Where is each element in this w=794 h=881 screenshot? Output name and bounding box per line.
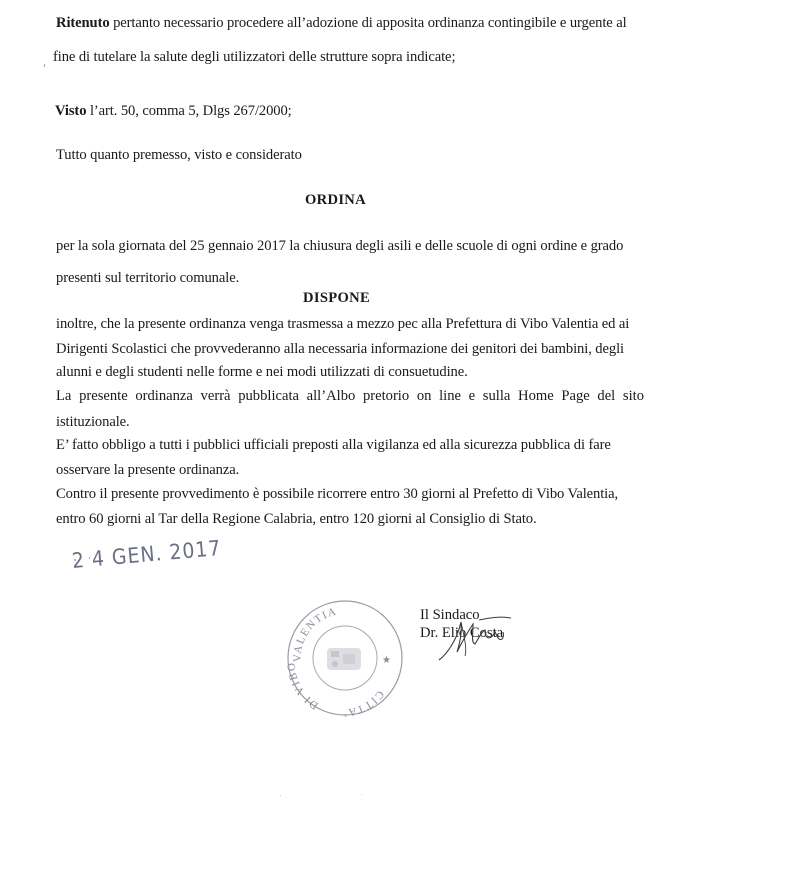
ordina-heading: ORDINA <box>305 192 366 208</box>
dispone-line-7: osservare la presente ordinanza. <box>56 462 240 478</box>
visto-line <box>55 103 292 120</box>
mayor-title: Il Sindaco <box>420 607 480 623</box>
dispone-heading: DISPONE <box>303 290 370 306</box>
dispone-line-4: La presente ordinanza verrà pubblicata all’Albo pretorio on line e sulla Home Page del sito <box>56 388 644 404</box>
seal-bottom-text: CITTA' <box>342 688 387 719</box>
premesso-line: Tutto quanto premesso, visto e considerato <box>56 147 302 163</box>
seal-star-icon: ★ <box>382 655 391 666</box>
dispone-line-1: inoltre, che la presente ordinanza venga trasmessa a mezzo pec alla Prefettura di Vibo Valentia ed ai <box>56 316 630 332</box>
ritenuto-lead: Ritenuto <box>56 15 110 31</box>
date-stamp: 2 4 GEN. 2017 <box>70 535 223 573</box>
scan-speck <box>44 64 45 67</box>
ritenuto-line-2: fine di tutelare la salute degli utilizzatori delle strutture sopra indicate; <box>53 49 456 65</box>
visto-lead: Visto <box>55 103 87 119</box>
scan-speck <box>361 794 362 795</box>
seal-left-text: DI VIBO <box>285 661 321 712</box>
ritenuto-line-1 <box>56 15 627 32</box>
seal-top-text: VALENTIA <box>291 605 339 663</box>
ordina-line-1: per la sola giornata del 25 gennaio 2017 la chiusura degli asili e delle scuole di ogni ordine e grado <box>56 238 624 254</box>
dispone-line-9: entro 60 giorni al Tar della Regione Calabria, entro 120 giorni al Consiglio di Stato. <box>56 511 537 527</box>
ritenuto-text: pertanto necessario procedere all’adozione di apposita ordinanza contingibile e urgente al <box>109 15 627 31</box>
handwritten-signature-icon <box>435 610 515 664</box>
seal-emblem-icon <box>327 648 361 670</box>
dispone-line-2: Dirigenti Scolastici che provvederanno alla necessaria informazione dei genitori dei bambini, degli <box>56 341 624 357</box>
visto-text: l’art. 50, comma 5, Dlgs 267/2000; <box>86 103 292 119</box>
dispone-line-5: istituzionale. <box>56 414 130 430</box>
dispone-line-6: E’ fatto obbligo a tutti i pubblici ufficiali preposti alla vigilanza ed alla sicurezza pubblica di fare <box>56 437 611 453</box>
city-seal <box>283 596 407 720</box>
scan-speck <box>280 795 281 796</box>
ordina-line-2: presenti sul territorio comunale. <box>56 270 240 286</box>
dispone-line-8: Contro il presente provvedimento è possibile ricorrere entro 30 giorni al Prefetto di Vibo Valentia, <box>56 486 619 502</box>
mayor-name: Dr. Elio Costa <box>420 625 504 641</box>
dispone-line-3: alunni e degli studenti nelle forme e nei modi utilizzati di consuetudine. <box>56 364 468 380</box>
